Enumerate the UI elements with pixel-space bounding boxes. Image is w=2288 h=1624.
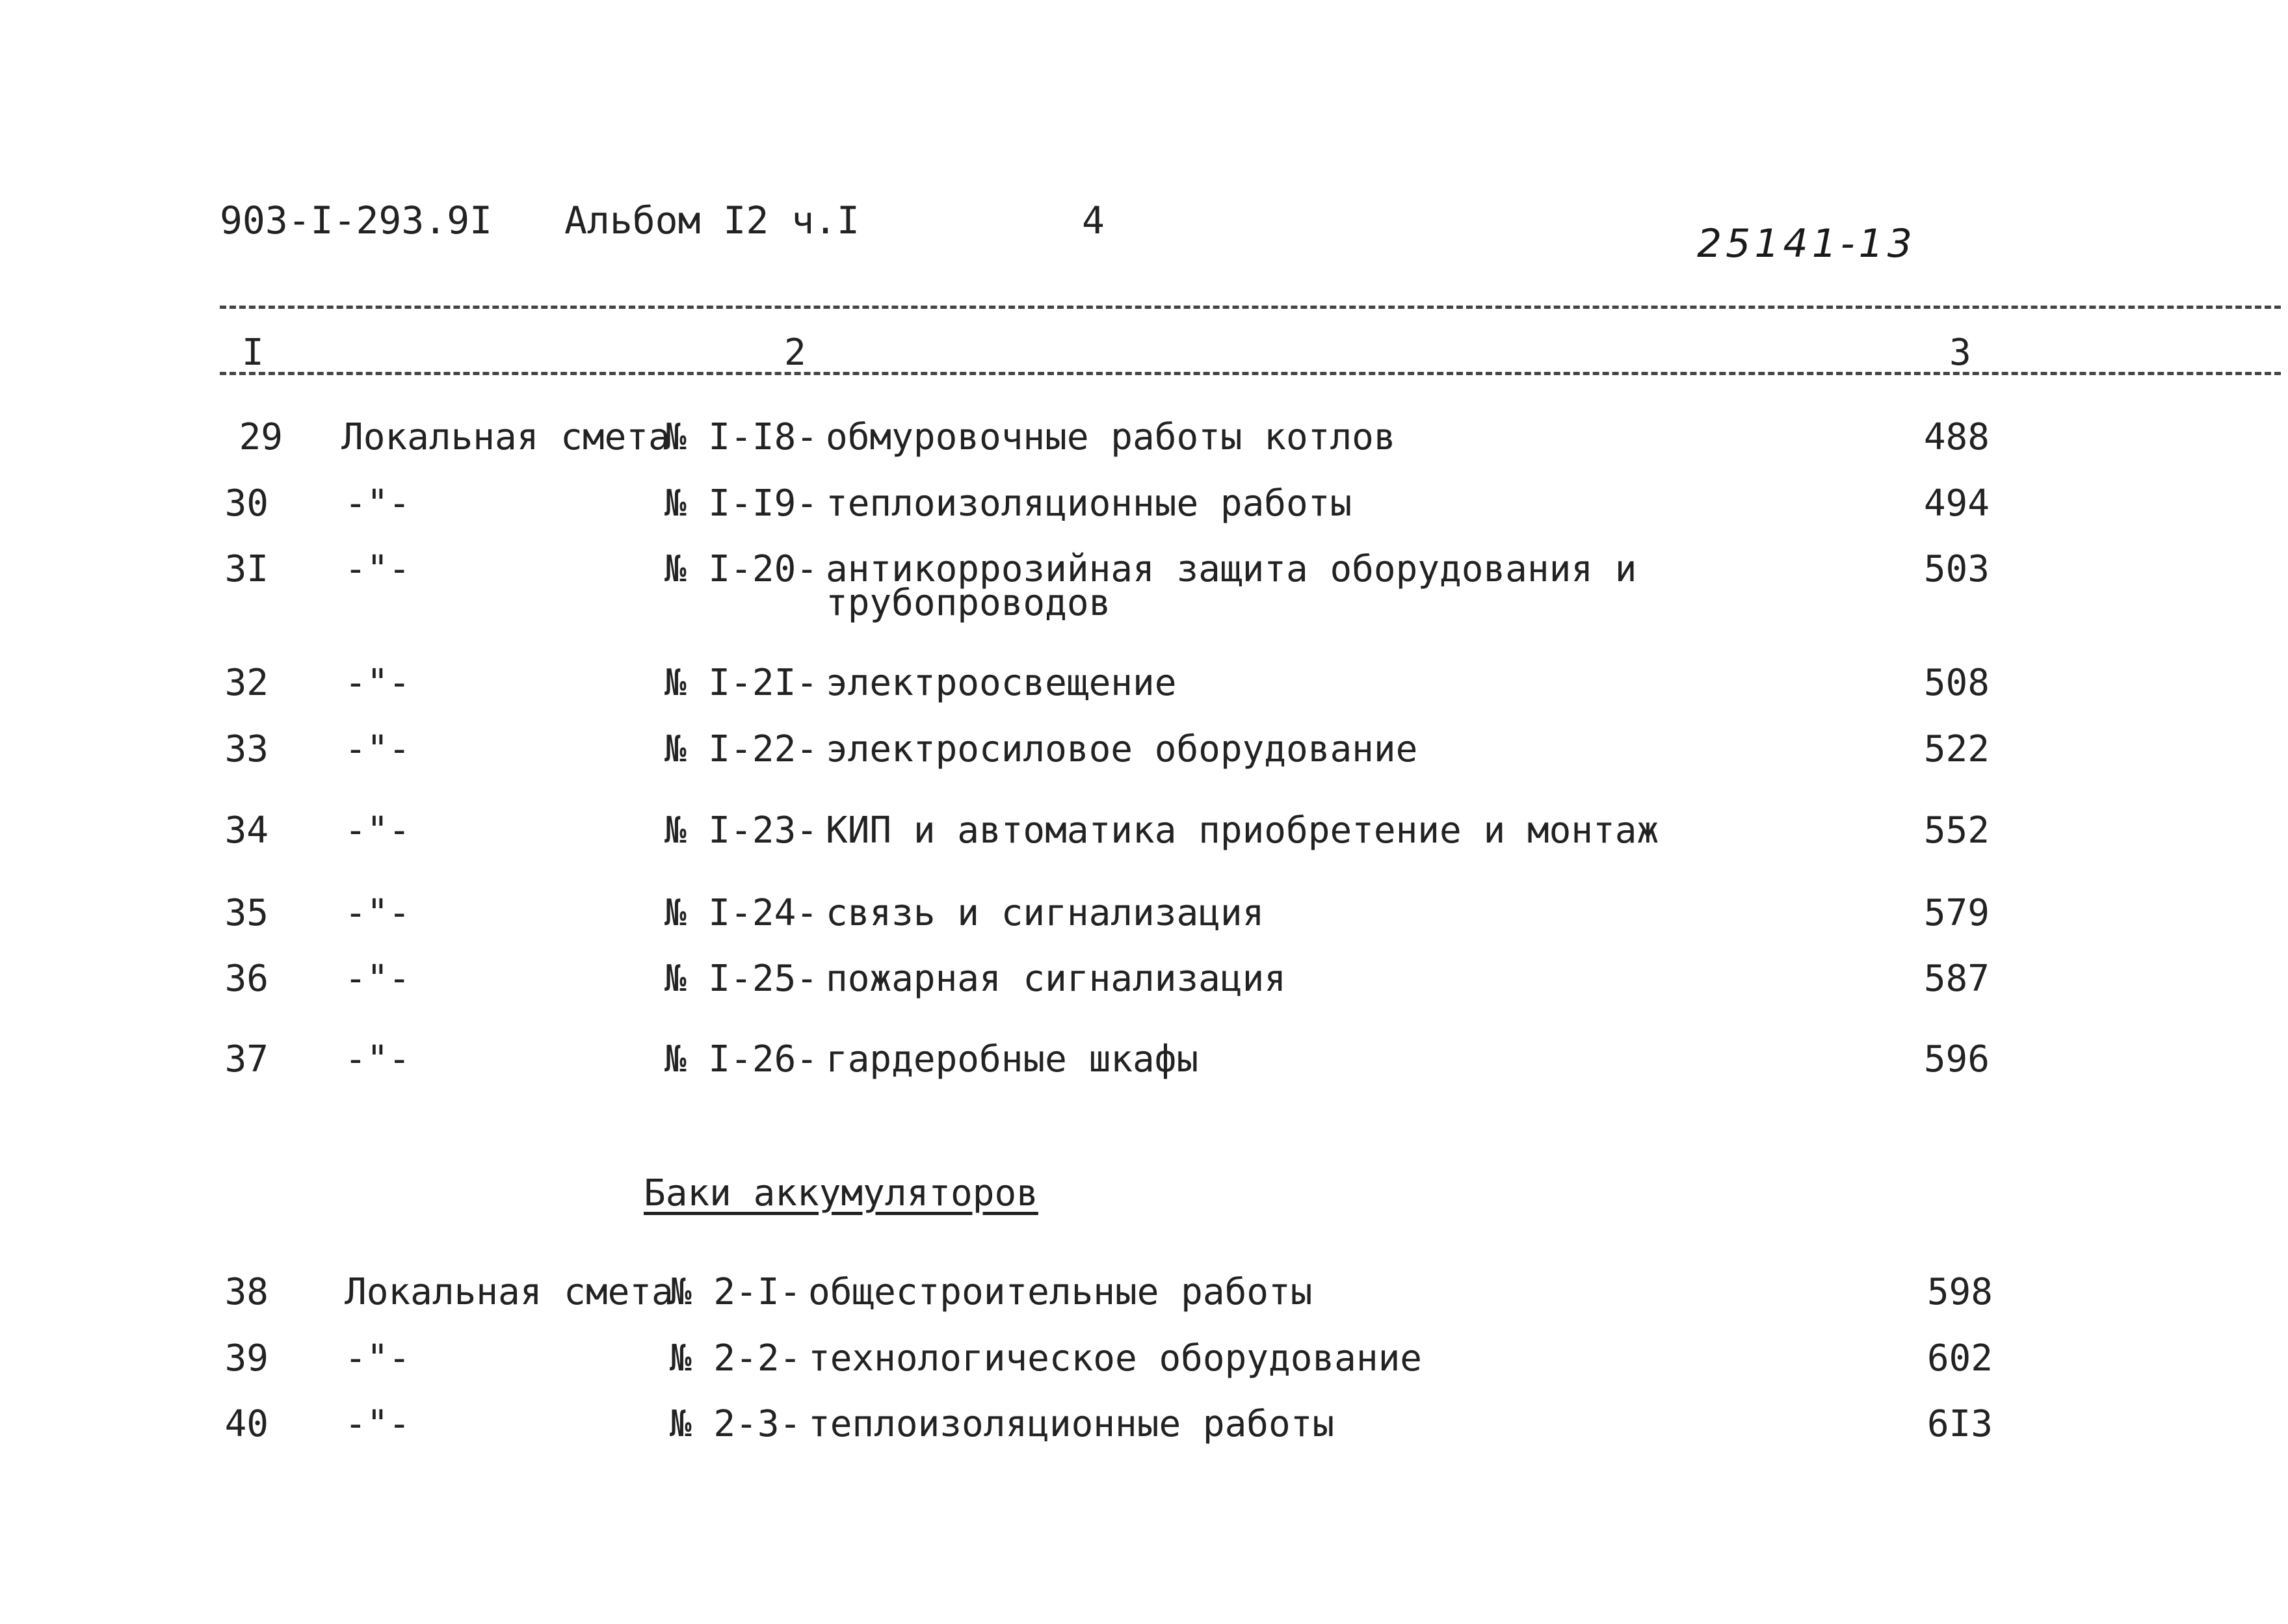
row-label: -"- <box>345 892 411 934</box>
row-code: № I-24- <box>664 892 819 934</box>
column-header-2: 2 <box>784 332 806 374</box>
row-page: 503 <box>1923 548 1990 590</box>
row-description: КИП и автоматика приобретение и монтаж <box>826 809 1659 852</box>
row-number: 34 <box>224 809 269 852</box>
row-code: № I-26- <box>664 1038 819 1080</box>
row-page: 6I3 <box>1926 1403 1993 1445</box>
row-number: 32 <box>224 662 269 704</box>
row-page: 596 <box>1923 1038 1990 1080</box>
row-code: № 2-2- <box>670 1337 802 1380</box>
row-description: пожарная сигнализация <box>826 958 1287 1000</box>
top-divider <box>220 306 2281 309</box>
row-label: -"- <box>345 809 411 852</box>
row-page: 494 <box>1923 482 1990 525</box>
page-number: 4 <box>1082 198 1105 242</box>
row-code: № I-22- <box>664 728 819 770</box>
row-page: 598 <box>1926 1271 1993 1313</box>
row-code: № 2-I- <box>670 1271 802 1313</box>
row-description: обмуровочные работы котлов <box>826 416 1396 458</box>
row-code: № I-I9- <box>664 482 819 525</box>
album-label: Альбом I2 ч.I <box>564 198 860 242</box>
row-label: -"- <box>345 728 411 770</box>
section-title: Баки аккумуляторов <box>644 1172 1038 1214</box>
row-description: антикоррозийная защита оборудования и <box>826 548 1637 590</box>
row-page: 552 <box>1923 809 1990 852</box>
row-description: связь и сигнализация <box>826 892 1265 934</box>
column-header-1: I <box>242 332 264 374</box>
row-page: 579 <box>1923 892 1990 934</box>
row-description: теплоизоляционные работы <box>808 1403 1335 1445</box>
row-label: -"- <box>345 548 411 590</box>
row-number: 40 <box>224 1403 269 1445</box>
row-number: 30 <box>224 482 269 525</box>
row-page: 587 <box>1923 958 1990 1000</box>
row-number: 37 <box>224 1038 269 1080</box>
row-description: гардеробные шкафы <box>826 1038 1199 1080</box>
column-header-3: 3 <box>1949 332 1971 374</box>
row-code: № I-20- <box>664 548 819 590</box>
row-description-continued: трубопроводов <box>826 582 1111 624</box>
row-number: 29 <box>239 416 283 458</box>
row-label: Локальная смета <box>341 416 670 458</box>
row-code: № I-2I- <box>664 662 819 704</box>
row-page: 602 <box>1926 1337 1993 1380</box>
row-number: 38 <box>224 1271 269 1313</box>
row-code: № 2-3- <box>670 1403 802 1445</box>
row-label: -"- <box>345 1038 411 1080</box>
row-label: Локальная смета <box>345 1271 674 1313</box>
row-label: -"- <box>345 482 411 525</box>
row-description: технологическое оборудование <box>808 1337 1423 1380</box>
row-label: -"- <box>345 958 411 1000</box>
row-page: 522 <box>1923 728 1990 770</box>
row-number: 33 <box>224 728 269 770</box>
row-description: общестроительные работы <box>808 1271 1313 1313</box>
row-number: 3I <box>224 548 269 590</box>
row-code: № I-25- <box>664 958 819 1000</box>
row-description: теплоизоляционные работы <box>826 482 1352 525</box>
row-label: -"- <box>345 662 411 704</box>
row-page: 488 <box>1923 416 1990 458</box>
row-number: 35 <box>224 892 269 934</box>
row-label: -"- <box>345 1337 411 1380</box>
row-code: № I-I8- <box>664 416 819 458</box>
row-number: 36 <box>224 958 269 1000</box>
row-number: 39 <box>224 1337 269 1380</box>
document-code: 903-I-293.9I <box>220 198 493 242</box>
row-code: № I-23- <box>664 809 819 852</box>
row-description: электросиловое оборудование <box>826 728 1418 770</box>
header-divider <box>220 372 2281 375</box>
handwritten-stamp: 25141-13 <box>1697 221 1916 267</box>
row-description: электроосвещение <box>826 662 1177 704</box>
row-page: 508 <box>1923 662 1990 704</box>
row-label: -"- <box>345 1403 411 1445</box>
